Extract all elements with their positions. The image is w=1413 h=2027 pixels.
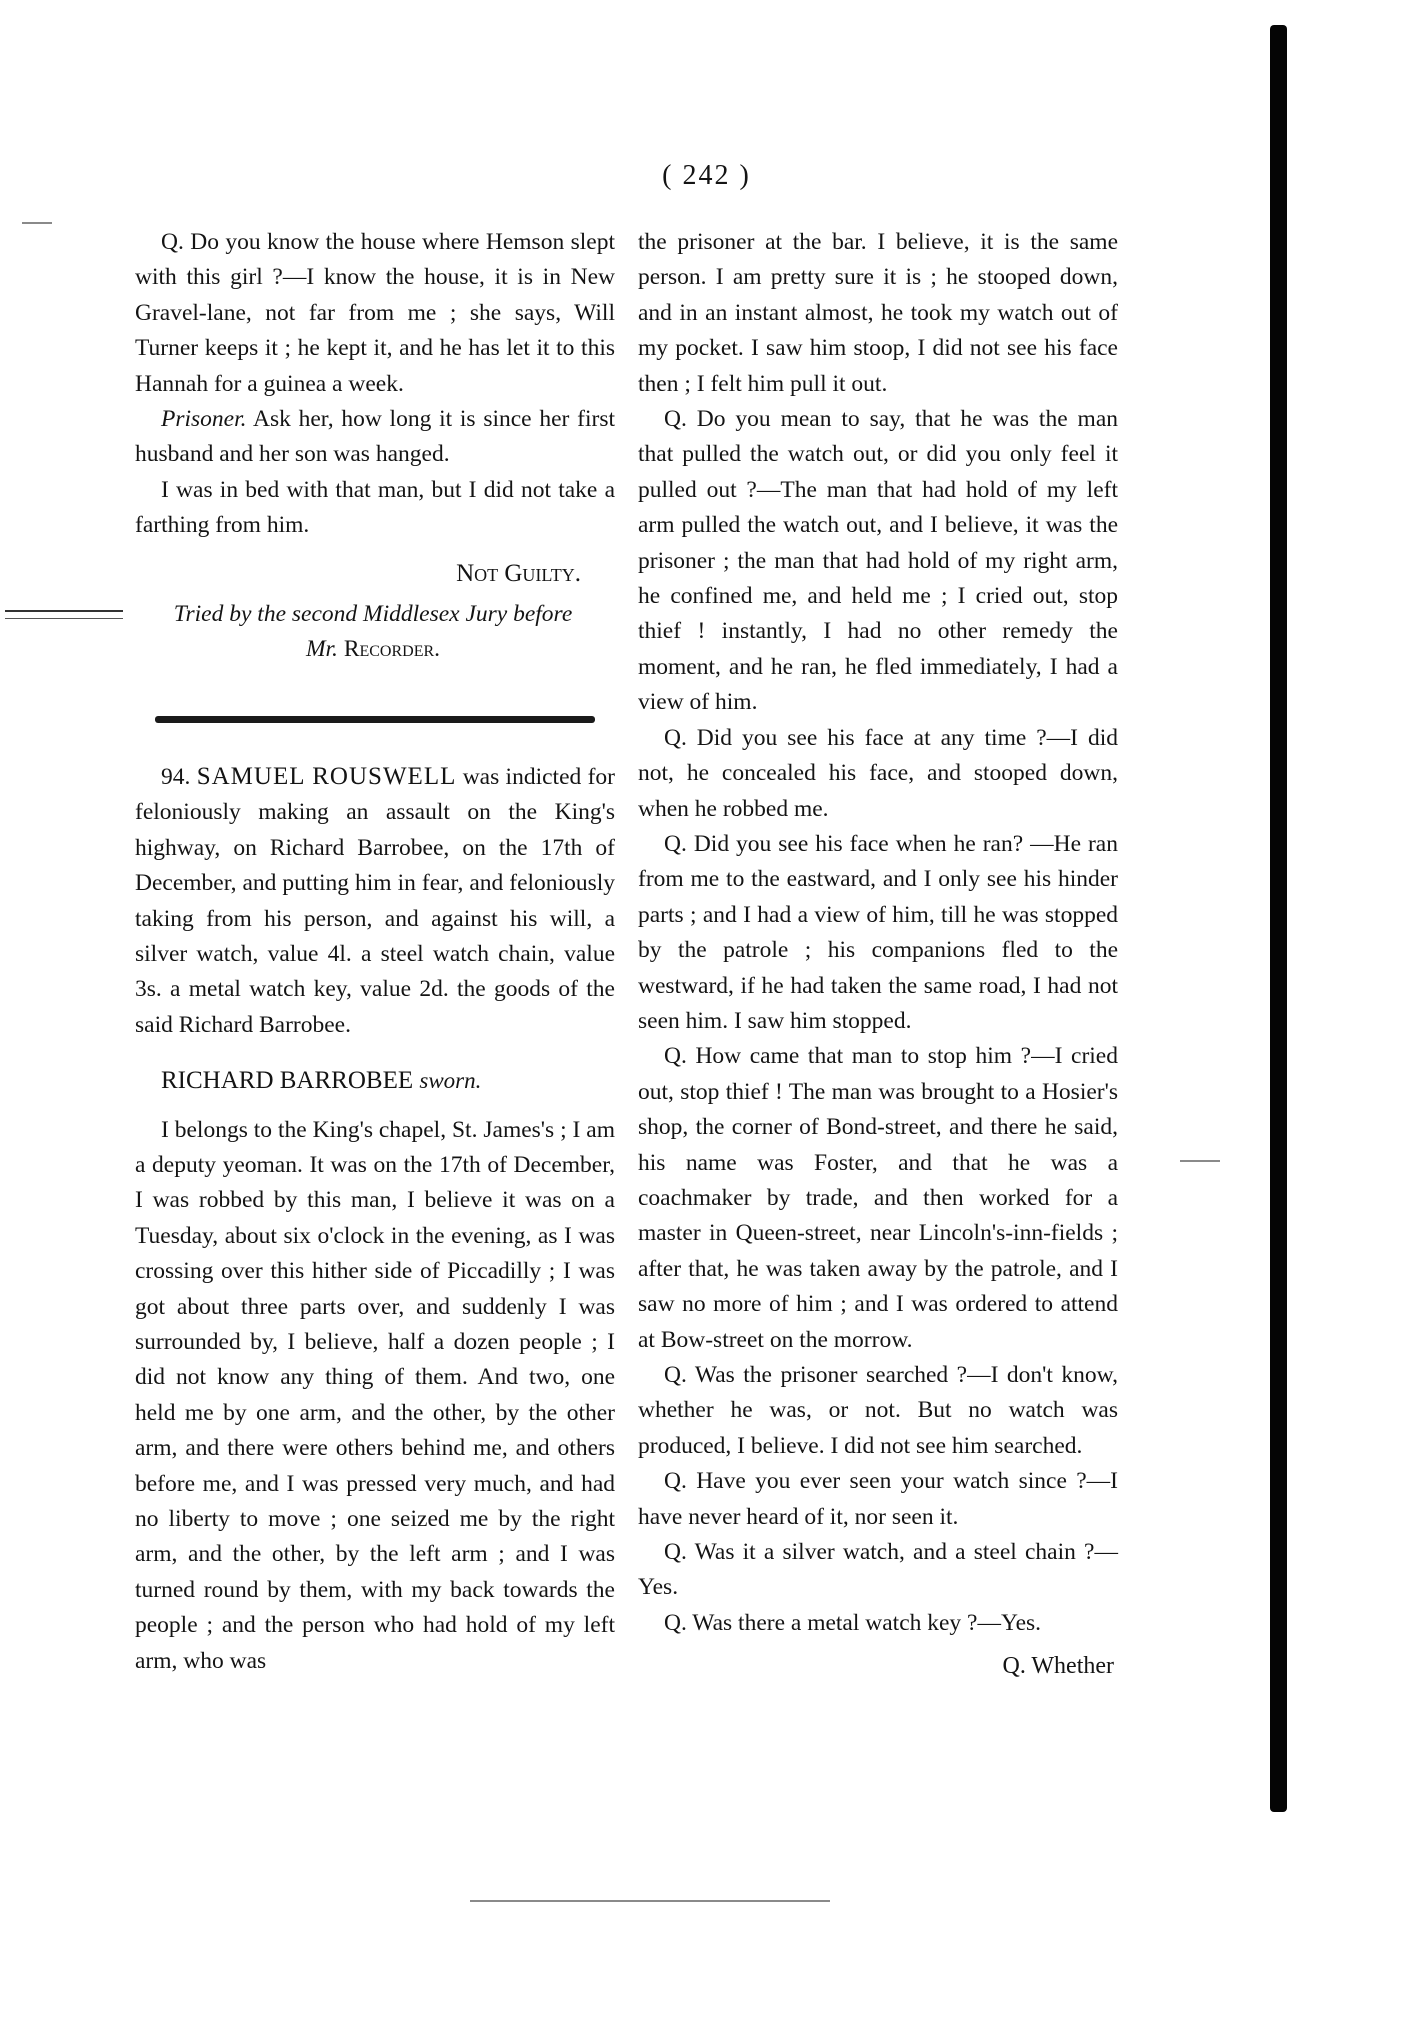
testimony-paragraph: I belongs to the King's chapel, St. James's ; I am a deputy yeoman. It was on the 17th of December, I was robbed by this man, I believe it was on a Tuesday, about six o'clock in the evening, as I was crossing over this hither side of Piccadilly ; I was got about three parts over, and suddenly I was surrounded by, I believe, half a dozen people ; I did not know any thing of them. And two, one held me by one arm, and the other, by the other arm, and there were others behind me, and others before me, and I was pressed very much, and had no liberty to move ; one seized me by the right arm, and the other, by the left arm ; and I was turned round by them, with my back towards the people ; and the person who had hold of my left arm, who was — [135, 1116, 615, 1674]
witness-heading — [161, 1063, 615, 1098]
jury-note-text: Tried by the second Middlesex Jury before — [173, 601, 573, 628]
section-divider — [155, 716, 595, 723]
catchword: Q. Whether — [1002, 1653, 1114, 1680]
question-answer: Q. Was it a silver watch, and a steel chain ?—Yes. — [638, 1539, 1118, 1601]
question-answer: Q. Was there a metal watch key ?—Yes. — [664, 1609, 1042, 1636]
question-answer: Q. Was the prisoner searched ?—I don't know, whether he was, or not. But no watch was produced, I believe. I did not see him searched. — [638, 1362, 1118, 1459]
witness-sworn: sworn. — [419, 1068, 482, 1094]
jury-note-recorder: Recorder. — [343, 636, 441, 663]
prisoner-question-text: Ask her, how long it is since her first husband and her son was hanged. — [135, 406, 615, 468]
jury-note-mr: Mr. — [305, 636, 338, 663]
scan-mark — [470, 1900, 830, 1902]
binding-shadow-bar — [1270, 25, 1287, 1812]
scan-mark — [5, 618, 123, 619]
scan-mark — [22, 222, 52, 224]
indictment-paragraph — [135, 759, 615, 1043]
testimony-paragraph: I was in bed with that man, but I did not take a farthing from him. — [135, 476, 615, 539]
question-answer: Q. Did you see his face when he ran? —He ran from me to the eastward, and I only see his hinder parts ; and I had a view of him, till he was stopped by the patrole ; his companions fled to the westward, if he had taken the same road, I had not seen him. I saw him stopped. — [638, 830, 1118, 1034]
scan-mark — [1180, 1160, 1220, 1162]
question-answer: Q. How came that man to stop him ?—I cried out, stop thief ! The man was brought to a Hosier's shop, the corner of Bond-street, and there he said, his name was Foster, and that he was a coachmaker by trade, and then worked for a master in Queen-street, near Lincoln's-inn-fields ; after that, he was taken away by the patrole, and I saw no more of him ; and I was ordered to attend at Bow-street on the morrow. — [638, 1043, 1118, 1353]
jury-note — [127, 597, 619, 668]
question-answer: Q. Did you see his face at any time ?—I did not, he concealed his face, and stooped down, when he robbed me. — [638, 724, 1118, 822]
defendant-name: SAMUEL ROUSWELL — [196, 762, 457, 790]
prisoner-question — [135, 402, 615, 473]
prisoner-label: Prisoner. — [161, 406, 247, 433]
testimony-paragraph: Q. Do you know the house where Hemson slept with this girl ?—I know the house, it is in New Gravel-lane, not far from me ; she says, Will Turner keeps it ; he kept it, and he has let it to this Hannah for a guinea a week. — [135, 229, 615, 397]
scan-mark — [5, 610, 123, 612]
page-number: ( 242 ) — [662, 160, 751, 191]
case-number: 94. — [161, 763, 191, 790]
verdict: Not Guilty. — [456, 559, 581, 587]
testimony-paragraph: the prisoner at the bar. I believe, it is the same person. I am pretty sure it is ; he stooped down, and in an instant almost, he took my watch out of my pocket. I saw him stoop, I did not see his face then ; I felt him pull it out. — [638, 229, 1118, 397]
indictment-text: was indicted for feloniously making an assault on the King's highway, on Richard Barrobee, on the 17th of December, and putting him in fear, and feloniously taking from his person, and against his will, a silver watch, value 4l. a steel watch chain, value 3s. a metal watch key, value 2d. the goods of the said Richard Barrobee. — [135, 763, 615, 1038]
question-answer: Q. Do you mean to say, that he was the man that pulled the watch out, or did you only feel it pulled out ?—The man that had hold of my left arm pulled the watch out, and I believe, it was the prisoner ; the man that had hold of my right arm, he confined me, and held me ; I cried out, stop thief ! instantly, I had no other remedy the moment, and he ran, he fled immediately, I had a view of him. — [638, 406, 1118, 716]
right-column — [638, 225, 1118, 1685]
left-column — [135, 225, 615, 1679]
witness-name: RICHARD BARROBEE — [161, 1067, 414, 1095]
question-answer: Q. Have you ever seen your watch since ?—I have never heard of it, nor seen it. — [638, 1468, 1118, 1530]
